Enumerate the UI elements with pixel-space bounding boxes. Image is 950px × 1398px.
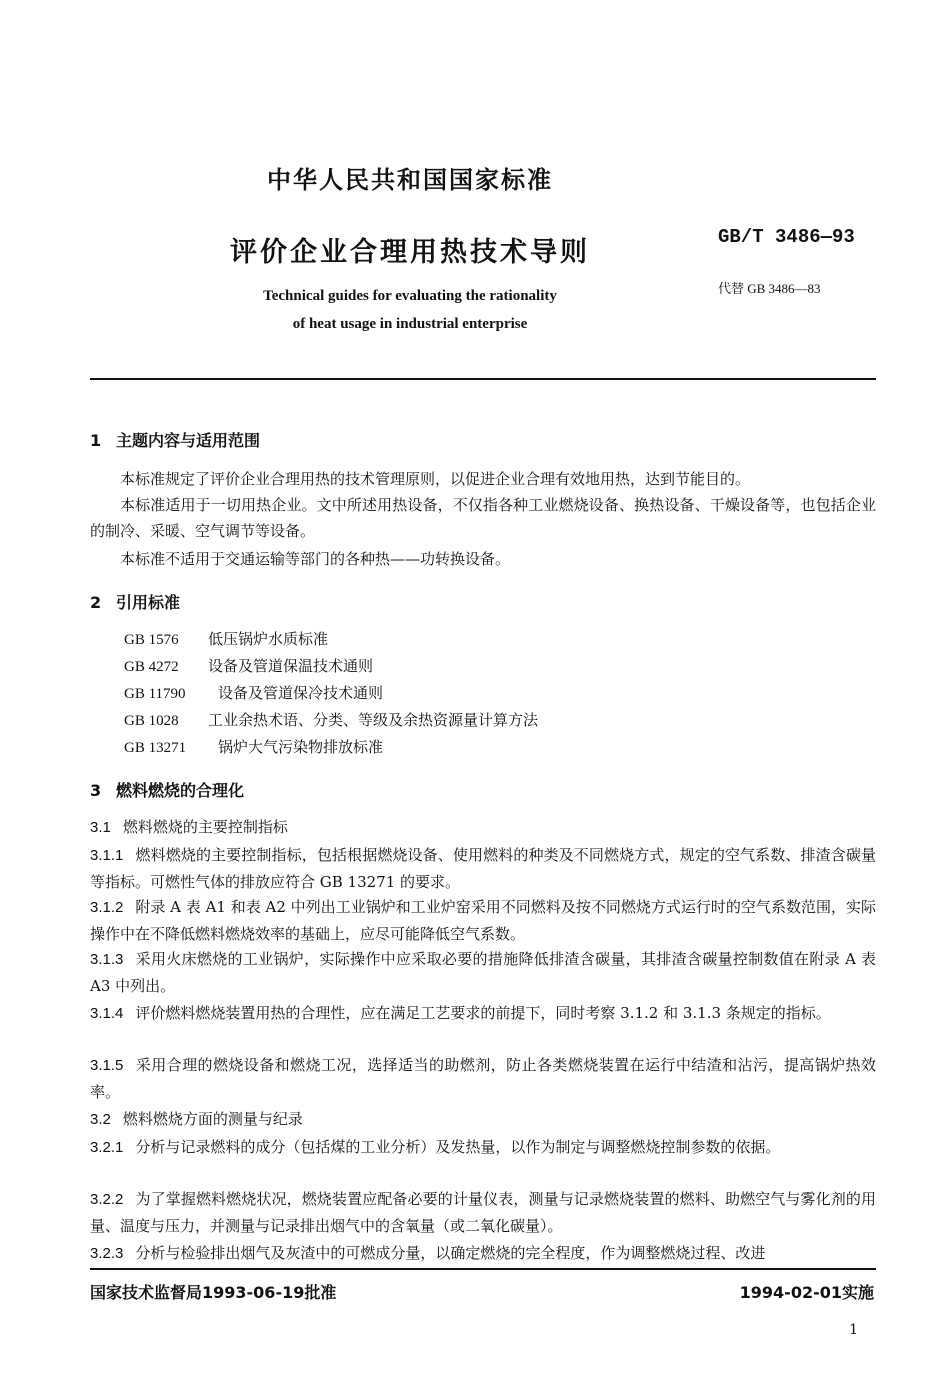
- clause-text: 采用火床燃烧的工业锅炉，实际操作中应采取必要的措施降低排渣含碳量，其排渣含碳量控制数值在附录 A 表 A3 中列出。: [90, 950, 876, 995]
- section-1-paragraph-1: 本标准规定了评价企业合理用热的技术管理原则，以促进企业合理有效地用热，达到节能目的。: [120, 470, 751, 488]
- document-title-en-line1: Technical guides for evaluating the rationality: [263, 288, 557, 304]
- section-3-title: 燃料燃烧的合理化: [116, 781, 245, 800]
- reference-item: [124, 628, 328, 649]
- clause-number: 3.1: [90, 819, 111, 836]
- document-title-en-line2: of heat usage in industrial enterprise: [292, 316, 528, 332]
- reference-item: [124, 709, 538, 730]
- clause-number: 3.2.3: [90, 1245, 124, 1262]
- page-number: 1: [849, 1322, 858, 1338]
- reference-name: 工业余热术语、分类、等级及余热资源量计算方法: [208, 711, 539, 729]
- clause-number: 3.2.1: [90, 1139, 124, 1156]
- section-3-heading: [90, 778, 244, 801]
- replaces-standard: 代替 GB 3486—83: [718, 281, 821, 296]
- reference-code: GB 13271: [124, 740, 187, 756]
- section-2-heading: [90, 590, 180, 613]
- reference-name: 低压锅炉水质标准: [208, 630, 329, 648]
- reference-code: GB 1576: [124, 632, 179, 648]
- clause-text: 为了掌握燃料燃烧状况，燃烧装置应配备必要的计量仪表，测量与记录燃烧装置的燃料、助燃空气与雾化剂的用量、温度与压力，并测量与记录排出烟气中的含氧量（或二氧化碳量）。: [90, 1190, 876, 1235]
- clause-text: 燃料燃烧的主要控制指标: [122, 818, 288, 836]
- clause-3-2-2: [90, 1186, 876, 1239]
- section-1-heading: [90, 428, 260, 451]
- clause-3-1-2: [90, 894, 876, 947]
- section-3-number: 3: [90, 781, 102, 800]
- reference-code: GB 1028: [124, 713, 179, 729]
- clause-3-1-5: [90, 1052, 876, 1105]
- reference-code: GB 4272: [124, 659, 179, 675]
- reference-name: 设备及管道保温技术通则: [208, 657, 374, 675]
- document-title-cn: 评价企业合理用热技术导则: [230, 237, 590, 268]
- clause-number: 3.2: [90, 1111, 111, 1128]
- clause-number: 3.1.1: [90, 847, 124, 864]
- reference-item: [124, 655, 373, 676]
- implementation-date: 1994-02-01实施: [739, 1283, 874, 1302]
- national-standard-heading: 中华人民共和国国家标准: [267, 166, 553, 194]
- clause-3-2-1: [90, 1134, 876, 1161]
- clause-text: 附录 A 表 A1 和表 A2 中列出工业锅炉和工业炉窑采用不同燃料及按不同燃烧方式运行时的空气系数范围，实际操作中在不降低燃料燃烧效率的基础上，应尽可能降低空气系数。: [90, 898, 876, 943]
- clause-3-1-3: [90, 946, 876, 999]
- footer-divider: [90, 1268, 876, 1270]
- section-1-paragraph-3: 本标准不适用于交通运输等部门的各种热——功转换设备。: [120, 550, 511, 568]
- clause-text: 燃料燃烧的主要控制指标，包括根据燃烧设备、使用燃料的种类及不同燃烧方式，规定的空气系数、排渣含碳量等指标。可燃性气体的排放应符合 GB 13271 的要求。: [90, 846, 876, 891]
- approval-date: 国家技术监督局1993-06-19批准: [90, 1283, 337, 1302]
- clause-text: 采用合理的燃烧设备和燃烧工况，选择适当的助燃剂，防止各类燃烧装置在运行中结渣和沾污，提高锅炉热效率。: [90, 1056, 876, 1101]
- clause-number: 3.1.2: [90, 899, 124, 916]
- clause-text: 评价燃料燃烧装置用热的合理性，应在满足工艺要求的前提下，同时考察 3.1.2 和 3.1.3 条规定的指标。: [135, 1004, 831, 1022]
- standard-number: GB/T 3486—93: [718, 226, 855, 248]
- clause-3-2: [90, 1106, 876, 1133]
- reference-name: 设备及管道保冷技术通则: [218, 684, 384, 702]
- section-1-title: 主题内容与适用范围: [116, 431, 261, 450]
- reference-code: GB 11790: [124, 686, 186, 702]
- reference-item: [124, 736, 383, 757]
- clause-3-2-3: [90, 1240, 876, 1266]
- clause-number: 3.1.3: [90, 951, 124, 968]
- clause-text: 燃料燃烧方面的测量与纪录: [122, 1110, 303, 1128]
- reference-name: 锅炉大气污染物排放标准: [218, 738, 384, 756]
- clause-number: 3.1.4: [90, 1005, 124, 1022]
- section-2-number: 2: [90, 593, 102, 612]
- clause-number: 3.1.5: [90, 1057, 124, 1074]
- reference-item: [124, 682, 383, 703]
- clause-number: 3.2.2: [90, 1191, 124, 1208]
- clause-text: 分析与记录燃料的成分（包括煤的工业分析）及发热量，以作为制定与调整燃烧控制参数的依据。: [135, 1138, 781, 1156]
- clause-3-1: [90, 814, 876, 841]
- clause-3-1-4: [90, 1000, 876, 1027]
- section-1-paragraph-2: 本标准适用于一切用热企业。文中所述用热设备，不仅指各种工业燃烧设备、换热设备、干燥设备等，也包括企业的制冷、采暖、空气调节等设备。: [90, 496, 876, 540]
- section-1-number: 1: [90, 431, 102, 450]
- header-divider: [90, 378, 876, 380]
- clause-3-1-1: [90, 842, 876, 895]
- clause-text: 分析与检验排出烟气及灰渣中的可燃成分量，以确定燃烧的完全程度，作为调整燃烧过程、改进: [135, 1244, 766, 1262]
- section-2-title: 引用标准: [116, 593, 181, 612]
